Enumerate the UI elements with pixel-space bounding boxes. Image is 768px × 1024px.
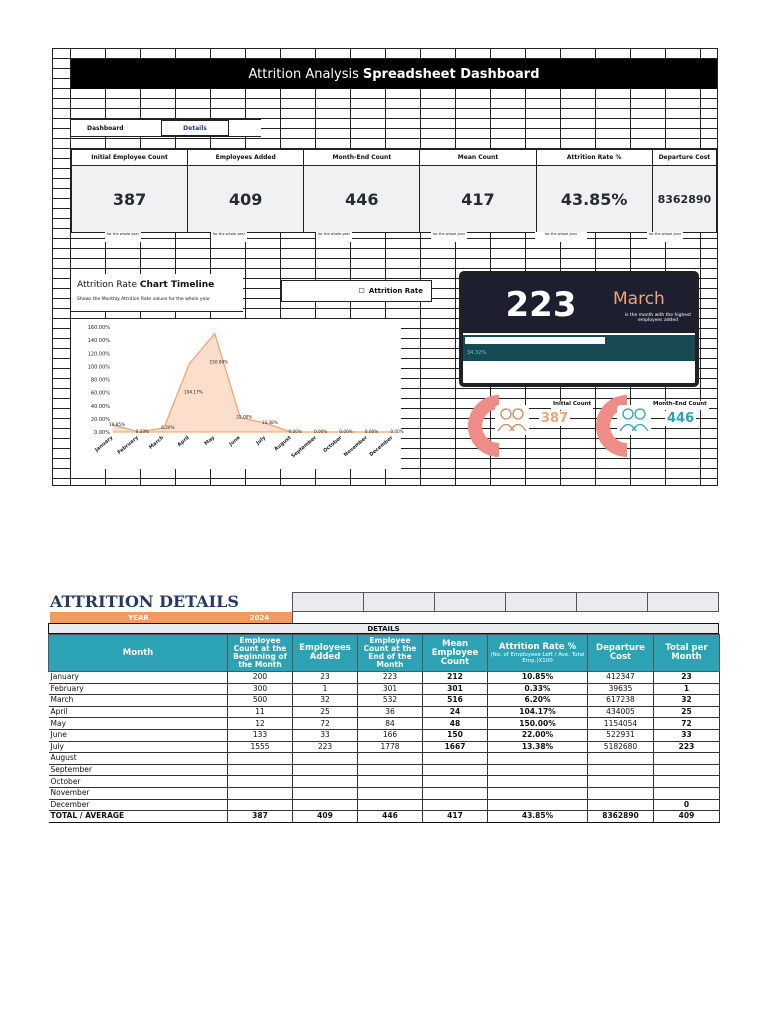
table-cell[interactable] [488,776,588,788]
table-cell[interactable]: 32 [293,695,358,707]
table-cell[interactable]: 434005 [588,706,654,718]
table-cell[interactable] [423,799,488,811]
highlight-month: March [613,289,665,309]
table-cell[interactable]: 1 [293,683,358,695]
year-value[interactable]: 2024 [227,612,292,623]
table-cell[interactable] [293,764,358,776]
col-header-attrition-rate-text: Attrition Rate % [498,641,577,652]
details-table-body [49,672,720,823]
table-cell[interactable] [293,799,358,811]
table-cell[interactable]: 166 [358,729,423,741]
month-cell[interactable]: April [49,706,228,718]
data-label: 0.00% [313,429,328,434]
y-tick-label: 40.00% [90,403,110,410]
table-cell[interactable]: 1555 [228,741,293,753]
month-cell[interactable]: October [49,776,228,788]
table-cell[interactable]: 39635 [588,683,654,695]
total-cell[interactable]: 417 [423,811,488,823]
month-cell[interactable]: May [49,718,228,730]
table-cell[interactable]: 104.17% [488,706,588,718]
table-cell[interactable] [358,787,423,799]
kpi-label: Month-End Count [304,150,419,166]
table-row [49,695,720,707]
table-row [49,729,720,741]
x-tick-label: February [116,434,140,456]
checkbox-icon[interactable]: ☐ [358,287,365,295]
year-row [48,612,719,623]
chart-subtitle: Shows the Monthly Attrition Rate values for the whole year [77,297,210,302]
title-bold: Spreadsheet Dashboard [362,66,540,82]
series-line [113,334,393,432]
kpi-value: 8362890 [657,193,712,206]
table-cell[interactable]: 212 [423,672,488,684]
highlight-note: is the month with the highest employees added [624,313,692,323]
col-header-begin-count: Employee Count at the Beginning of the Month [228,635,293,672]
total-cell[interactable]: 43.85% [488,811,588,823]
table-header-row [49,635,720,672]
kpi-sub: for the whole year [647,232,683,242]
month-end-count-dial [597,393,657,459]
table-cell[interactable]: 12 [228,718,293,730]
table-row [49,741,720,753]
kpi-value: 446 [345,190,379,209]
month-end-count-label: Month-End Count [651,401,709,410]
table-row [49,776,720,788]
chart-header [71,274,243,312]
table-row [49,672,720,684]
table-cell[interactable] [588,776,654,788]
kpi-month-end-count [304,150,420,232]
table-cell[interactable] [358,776,423,788]
sheet-tabs [71,119,261,137]
kpi-value: 417 [461,190,495,209]
highlight-progress [463,335,695,361]
people-icon [495,405,529,435]
table-cell[interactable] [293,753,358,765]
total-cell[interactable]: 409 [654,811,720,823]
attrition-chart [71,319,404,469]
details-title: ATTRITION DETAILS [50,592,239,611]
highlight-card [459,271,699,387]
kpi-label: Mean Count [420,150,535,166]
initial-count-label: Initial Count [551,401,593,410]
table-cell[interactable] [488,753,588,765]
empty-cell[interactable] [292,592,363,612]
x-tick-label: January [93,434,115,454]
kpi-row [71,149,717,233]
year-row-filler [292,612,719,623]
area-fill [113,334,393,432]
kpi-sub: for the whole year [105,232,141,242]
table-cell[interactable]: 150 [423,729,488,741]
table-cell[interactable] [654,787,720,799]
empty-cell[interactable] [576,592,647,612]
table-cell[interactable]: 1667 [423,741,488,753]
table-row [49,764,720,776]
data-label: 6.20% [161,424,175,430]
table-cell[interactable]: 48 [423,718,488,730]
table-row [49,706,720,718]
highlight-value: 223 [505,285,577,325]
table-row [49,718,720,730]
table-cell[interactable] [358,764,423,776]
details-section-label: DETAILS [48,623,719,634]
data-label: 13.38% [261,420,278,426]
table-cell[interactable]: 522931 [588,729,654,741]
kpi-employees-added [188,150,304,232]
chart-svg [71,319,404,469]
month-cell[interactable]: December [49,799,228,811]
table-cell[interactable]: 223 [358,672,423,684]
table-cell[interactable]: 10.85% [488,672,588,684]
table-row [49,753,720,765]
progress-fill [465,337,605,344]
table-cell[interactable]: 11 [228,706,293,718]
table-cell[interactable] [293,787,358,799]
table-cell[interactable] [588,753,654,765]
data-label: 0.00% [339,429,353,434]
table-row [49,683,720,695]
y-tick-label: 120.00% [87,351,110,358]
empty-cell[interactable] [505,592,576,612]
kpi-attrition-rate [537,150,653,232]
empty-cell[interactable] [647,592,719,612]
table-cell[interactable]: 36 [358,706,423,718]
kpi-sub: for the whole year [211,232,247,242]
col-header-end-count: Employee Count at the End of the Month [358,635,423,672]
total-cell[interactable]: 387 [228,811,293,823]
col-header-employees-added: Employees Added [293,635,358,672]
tab-details[interactable]: Details [161,120,229,136]
month-cell[interactable]: June [49,729,228,741]
table-cell[interactable] [588,799,654,811]
table-cell[interactable] [654,764,720,776]
table-cell[interactable]: 6.20% [488,695,588,707]
y-tick-label: 20.00% [90,416,110,423]
table-row [49,787,720,799]
tab-dashboard[interactable]: Dashboard [87,124,124,132]
y-tick-label: 80.00% [90,377,110,384]
table-cell[interactable] [228,764,293,776]
kpi-mean-count [420,150,536,232]
x-tick-label: July [255,434,268,447]
kpi-label: Initial Employee Count [72,150,187,166]
table-cell[interactable] [488,787,588,799]
data-label: 0.00% [390,429,404,434]
empty-cell[interactable] [434,592,505,612]
table-cell[interactable] [423,787,488,799]
table-cell[interactable]: 23 [293,672,358,684]
total-label-cell[interactable]: TOTAL / AVERAGE [49,811,228,823]
y-tick-label: 140.00% [87,338,110,345]
table-cell[interactable] [588,764,654,776]
table-cell[interactable]: 500 [228,695,293,707]
table-cell[interactable]: 22.00% [488,729,588,741]
table-cell[interactable] [228,787,293,799]
data-label: 22.00% [236,414,253,420]
col-header-attrition-note: (No. of Employees Left / Ave. Total Emp.)X100 [490,651,585,664]
col-header-total-per-month: Total per Month [654,635,720,672]
x-tick-label: April [176,434,191,449]
table-cell[interactable]: 84 [358,718,423,730]
header-grid-cells [292,592,719,612]
table-cell[interactable] [423,753,488,765]
selector-label: Attrition Rate [368,287,423,295]
table-cell[interactable] [228,753,293,765]
table-cell[interactable]: 25 [654,706,720,718]
table-cell[interactable] [358,753,423,765]
col-header-mean-count: Mean Employee Count [423,635,488,672]
month-cell[interactable]: January [49,672,228,684]
y-tick-label: 100.00% [87,364,110,371]
x-tick-label: November [342,434,369,459]
table-cell[interactable]: 133 [228,729,293,741]
table-cell[interactable]: 25 [293,706,358,718]
table-row [49,799,720,811]
dashboard-title [71,59,717,89]
table-cell[interactable] [488,764,588,776]
col-header-attrition-rate [488,635,588,672]
table-cell[interactable]: 33 [654,729,720,741]
total-cell[interactable]: 409 [293,811,358,823]
details-table [48,634,720,823]
title-light: Attrition Analysis [248,66,359,82]
table-cell[interactable] [423,776,488,788]
col-header-departure-cost: Departure Cost [588,635,654,672]
kpi-label: Attrition Rate % [537,150,652,166]
table-cell[interactable]: 13.38% [488,741,588,753]
year-label: YEAR [50,612,227,623]
details-header [48,592,719,612]
table-cell[interactable] [293,776,358,788]
attrition-rate-selector[interactable] [281,280,432,302]
kpi-departure-cost [653,150,716,232]
month-cell[interactable]: November [49,787,228,799]
kpi-sub: for the whole year [431,232,467,242]
x-tick-label: May [203,434,217,447]
table-cell[interactable] [423,764,488,776]
highlight-card-top [463,275,695,333]
kpi-initial-count [72,150,188,232]
attrition-details [48,592,719,823]
data-label: 0.00% [288,429,302,434]
dashboard-sheet [52,48,718,486]
table-cell[interactable]: 1778 [358,741,423,753]
progress-label: 34.32% [467,350,487,356]
month-cell[interactable]: March [49,695,228,707]
data-point [189,363,191,365]
table-cell[interactable]: 300 [228,683,293,695]
month-end-count-value: 446 [667,411,695,426]
table-cell[interactable] [588,787,654,799]
table-cell[interactable]: 301 [358,683,423,695]
table-cell[interactable] [358,799,423,811]
kpi-sub: for the whole year [316,232,352,242]
table-cell[interactable]: 412347 [588,672,654,684]
table-cell[interactable] [654,776,720,788]
kpi-label: Departure Cost [653,150,716,166]
x-tick-label: June [228,434,242,448]
table-cell[interactable]: 1 [654,683,720,695]
total-cell[interactable]: 446 [358,811,423,823]
table-cell[interactable]: 0 [654,799,720,811]
y-tick-label: 60.00% [90,390,110,397]
chart-title-bold: Chart Timeline [139,280,215,290]
table-cell[interactable]: 32 [654,695,720,707]
people-icon [617,405,651,435]
x-tick-label: October [322,434,344,454]
x-tick-label: September [290,434,318,460]
col-header-month: Month [49,635,228,672]
data-label: 0.00% [364,429,379,434]
table-cell[interactable]: 72 [654,718,720,730]
table-cell[interactable]: 24 [423,706,488,718]
y-tick-label: 0.00% [94,430,110,436]
table-cell[interactable] [488,799,588,811]
table-cell[interactable]: 33 [293,729,358,741]
initial-count-dial [469,393,529,459]
kpi-value: 43.85% [560,190,628,209]
table-cell[interactable] [228,776,293,788]
chart-title [77,280,214,290]
initial-count-value: 387 [541,411,569,426]
x-tick-label: December [368,434,395,458]
month-cell[interactable]: February [49,683,228,695]
total-cell[interactable]: 8362890 [588,811,654,823]
table-cell[interactable]: 150.00% [488,718,588,730]
table-cell[interactable]: 5182680 [588,741,654,753]
x-tick-label: March [148,434,166,451]
data-point [214,333,216,335]
data-label: 10.85% [109,421,125,427]
table-cell[interactable]: 223 [654,741,720,753]
data-label: 150.00% [209,359,229,365]
table-cell[interactable]: 0.33% [488,683,588,695]
kpi-sub: for the whole year [535,232,587,242]
month-cell[interactable]: August [49,753,228,765]
x-tick-label: August [273,434,293,453]
y-tick-label: 160.00% [87,325,110,331]
data-label: 104.17% [184,389,203,395]
table-cell[interactable]: 72 [293,718,358,730]
table-cell[interactable]: 200 [228,672,293,684]
kpi-label: Employees Added [188,150,303,166]
chart-title-light: Attrition Rate [77,280,137,290]
kpi-value: 387 [112,190,147,209]
data-label: 0.33% [135,428,150,434]
table-cell[interactable]: 23 [654,672,720,684]
kpi-value: 409 [229,190,263,209]
month-cell[interactable]: September [49,764,228,776]
table-cell[interactable]: 223 [293,741,358,753]
table-cell[interactable]: 1154054 [588,718,654,730]
table-cell[interactable] [228,799,293,811]
table-cell[interactable]: 516 [423,695,488,707]
total-row [49,811,720,823]
table-cell[interactable]: 617238 [588,695,654,707]
table-cell[interactable]: 301 [423,683,488,695]
table-cell[interactable] [654,753,720,765]
table-cell[interactable]: 532 [358,695,423,707]
empty-cell[interactable] [363,592,434,612]
month-cell[interactable]: July [49,741,228,753]
